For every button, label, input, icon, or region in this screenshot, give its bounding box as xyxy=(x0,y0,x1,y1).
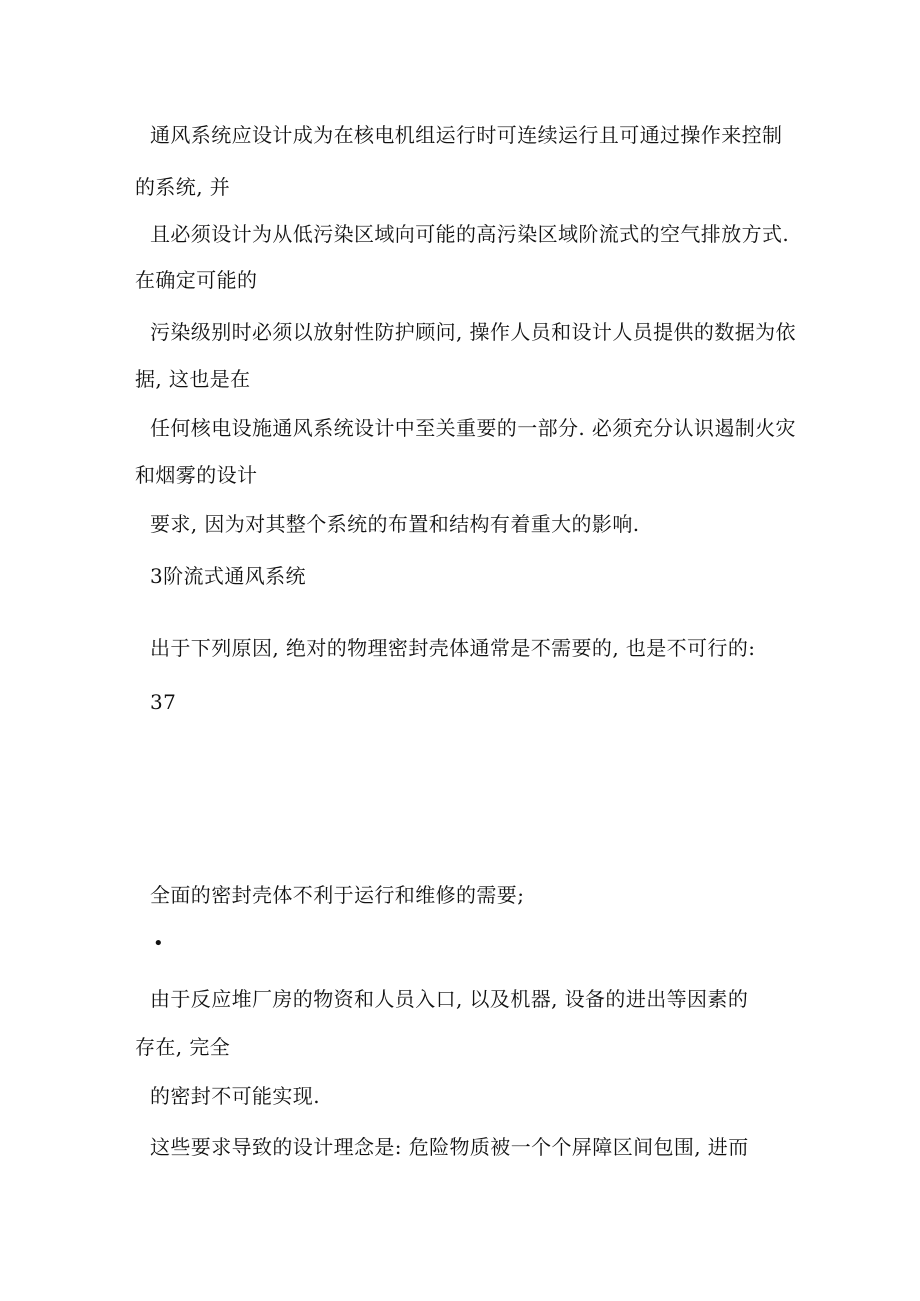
paragraph-line: 任何核电设施通风系统设计中至关重要的一部分. 必须充分认识遏制火灾 xyxy=(150,416,796,440)
list-item-line: 由于反应堆厂房的物资和人员入口, 以及机器, 设备的进出等因素的 xyxy=(150,987,749,1011)
intro-line: 出于下列原因, 绝对的物理密封壳体通常是不需要的, 也是不可行的: xyxy=(150,636,756,660)
list-item: 全面的密封壳体不利于运行和维修的需要; xyxy=(150,883,525,907)
paragraph-line: 且必须设计为从低污染区域向可能的高污染区域阶流式的空气排放方式. xyxy=(150,222,790,246)
section-heading: 3阶流式通风系统 xyxy=(150,564,306,588)
paragraph-line: 和烟雾的设计 xyxy=(135,463,258,487)
paragraph-line: 通风系统应设计成为在核电机组运行时可连续运行且可通过操作来控制 xyxy=(150,123,783,147)
list-item-line: 的密封不可能实现. xyxy=(150,1084,320,1108)
closing-line: 这些要求导致的设计理念是: 危险物质被一个个屏障区间包围, 进而 xyxy=(150,1135,749,1159)
paragraph-line: 在确定可能的 xyxy=(135,268,258,292)
paragraph-line: 要求, 因为对其整个系统的布置和结构有着重大的影响. xyxy=(150,512,640,536)
bullet-marker: • xyxy=(153,933,165,954)
paragraph-line: 据, 这也是在 xyxy=(135,367,251,391)
page-number: 37 xyxy=(150,690,177,714)
list-item-line: 存在, 完全 xyxy=(135,1035,231,1059)
paragraph-line: 污染级别时必须以放射性防护顾问, 操作人员和设计人员提供的数据为依 xyxy=(150,320,796,344)
paragraph-line: 的系统, 并 xyxy=(135,175,231,199)
